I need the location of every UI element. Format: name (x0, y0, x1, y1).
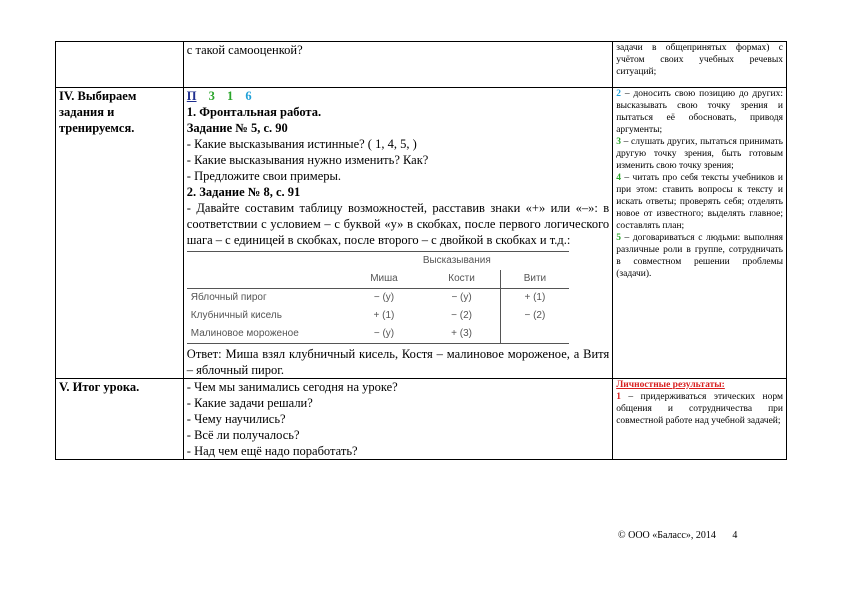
row-label: Яблочный пирог (190, 292, 267, 303)
lesson-table (55, 41, 787, 460)
inner-header-row (187, 252, 569, 271)
content-line: - Предложите свои примеры. (186, 169, 342, 183)
possibilities-table (187, 251, 609, 344)
inner-cell: − (у) (373, 292, 395, 303)
content-line: - Какие высказывания истинные? ( 1, 4, 5, ) (186, 137, 417, 151)
inner-cell: − (у) (345, 325, 423, 344)
result-text: – слушать других, пытаться принимать другую точку зрения, быть готовым изменить свою точку зрения; (616, 137, 783, 171)
table-row (56, 42, 787, 88)
inner-cell: − (2) (451, 310, 472, 321)
inner-row (187, 307, 569, 325)
code-1: 1 (227, 89, 234, 103)
result-item (616, 88, 783, 136)
column-header: Вити (501, 270, 569, 289)
content-cell (183, 88, 612, 379)
copyright-text: © ООО «Баласс», 2014 (618, 530, 716, 541)
content-line: - Чему научились? (186, 412, 286, 426)
result-text: задачи в общепринятых формах) с учётом своих учебных речевых ситуаций; (616, 43, 783, 77)
inner-cell: − (2) (501, 307, 569, 325)
page-number: 4 (732, 530, 738, 541)
result-number: 2 (616, 89, 621, 99)
inner-row (187, 325, 569, 344)
code-6: 6 (245, 89, 252, 103)
result-item (616, 172, 783, 232)
column-header: Миша (345, 270, 423, 289)
result-item (616, 232, 783, 280)
content-cell (183, 379, 612, 460)
result-text: – придерживаться этических норм общения и сотрудничества при совместной работе над учебной задачей; (616, 392, 783, 426)
result-number: 3 (616, 137, 621, 147)
inner-header-row (187, 270, 569, 289)
task-heading: 1. Фронтальная работа. (186, 105, 322, 119)
skill-codes (187, 88, 609, 104)
results-heading: Личностные результаты: (616, 380, 725, 390)
result-number: 5 (616, 233, 621, 243)
code-3: 3 (208, 89, 215, 103)
stage-title: IV. Выбираем задания и тренируемся. (59, 89, 137, 135)
column-header: Кости (423, 270, 500, 289)
content-line: - Давайте составим таблицу возможностей, расставив знаки «+» или «–»: в соответствии с условием – с буквой «у» в скобках, после первого логического шага – с единицей в скобках, после второго – с двойкой в скобках и т.д.: (186, 201, 610, 247)
content-line: - Над чем ещё надо поработать? (186, 444, 358, 458)
group-header: Высказывания (345, 252, 569, 271)
task-heading: 2. Задание № 8, с. 91 (186, 185, 301, 199)
inner-cell: + (1) (501, 289, 569, 308)
content-line: - Чем мы занимались сегодня на уроке? (186, 380, 398, 394)
results-cell (613, 42, 787, 88)
row-label: Малиновое мороженое (187, 325, 345, 344)
content-line: с такой самооценкой? (186, 43, 303, 57)
task-heading: Задание № 5, с. 90 (186, 121, 288, 135)
content-line: - Всё ли получалось? (186, 428, 300, 442)
result-number: 4 (616, 173, 621, 183)
result-text: – договариваться с людьми: выполняя различные роли в группе, сотрудничать в совместном решении проблемы (задачи). (616, 233, 783, 279)
result-text: – читать про себя тексты учебников и при этом: ставить вопросы к тексту и искать ответы; проверять себя; отделять новое от известного; выделять главное; составлять план; (616, 173, 783, 231)
inner-row (187, 289, 569, 308)
results-cell (613, 379, 787, 460)
stage-title: V. Итог урока. (59, 380, 140, 394)
stage-cell (56, 88, 184, 379)
inner-cell: + (1) (373, 310, 395, 321)
content-line: - Какие высказывания нужно изменить? Как? (186, 153, 429, 167)
inner-cell (501, 325, 569, 344)
stage-cell (56, 42, 184, 88)
stage-cell (56, 379, 184, 460)
code-p: П (186, 89, 197, 103)
result-number: 1 (616, 392, 621, 402)
table-row (56, 379, 787, 460)
inner-cell: + (3) (423, 325, 500, 344)
inner-cell: − (у) (451, 292, 472, 303)
result-item (616, 391, 783, 427)
page-footer (618, 530, 737, 541)
result-text: – доносить свою позицию до других: высказывать свою точку зрения и пытаться её обосновать, приводя аргументы; (616, 89, 783, 135)
result-item (616, 136, 783, 172)
content-cell (183, 42, 612, 88)
content-line: - Какие задачи решали? (186, 396, 313, 410)
answer-text: Ответ: Миша взял клубничный кисель, Костя – малиновое мороженое, а Витя – яблочный пирог. (186, 347, 610, 377)
row-label: Клубничный кисель (190, 310, 282, 321)
table-row (56, 88, 787, 379)
results-cell (613, 88, 787, 379)
